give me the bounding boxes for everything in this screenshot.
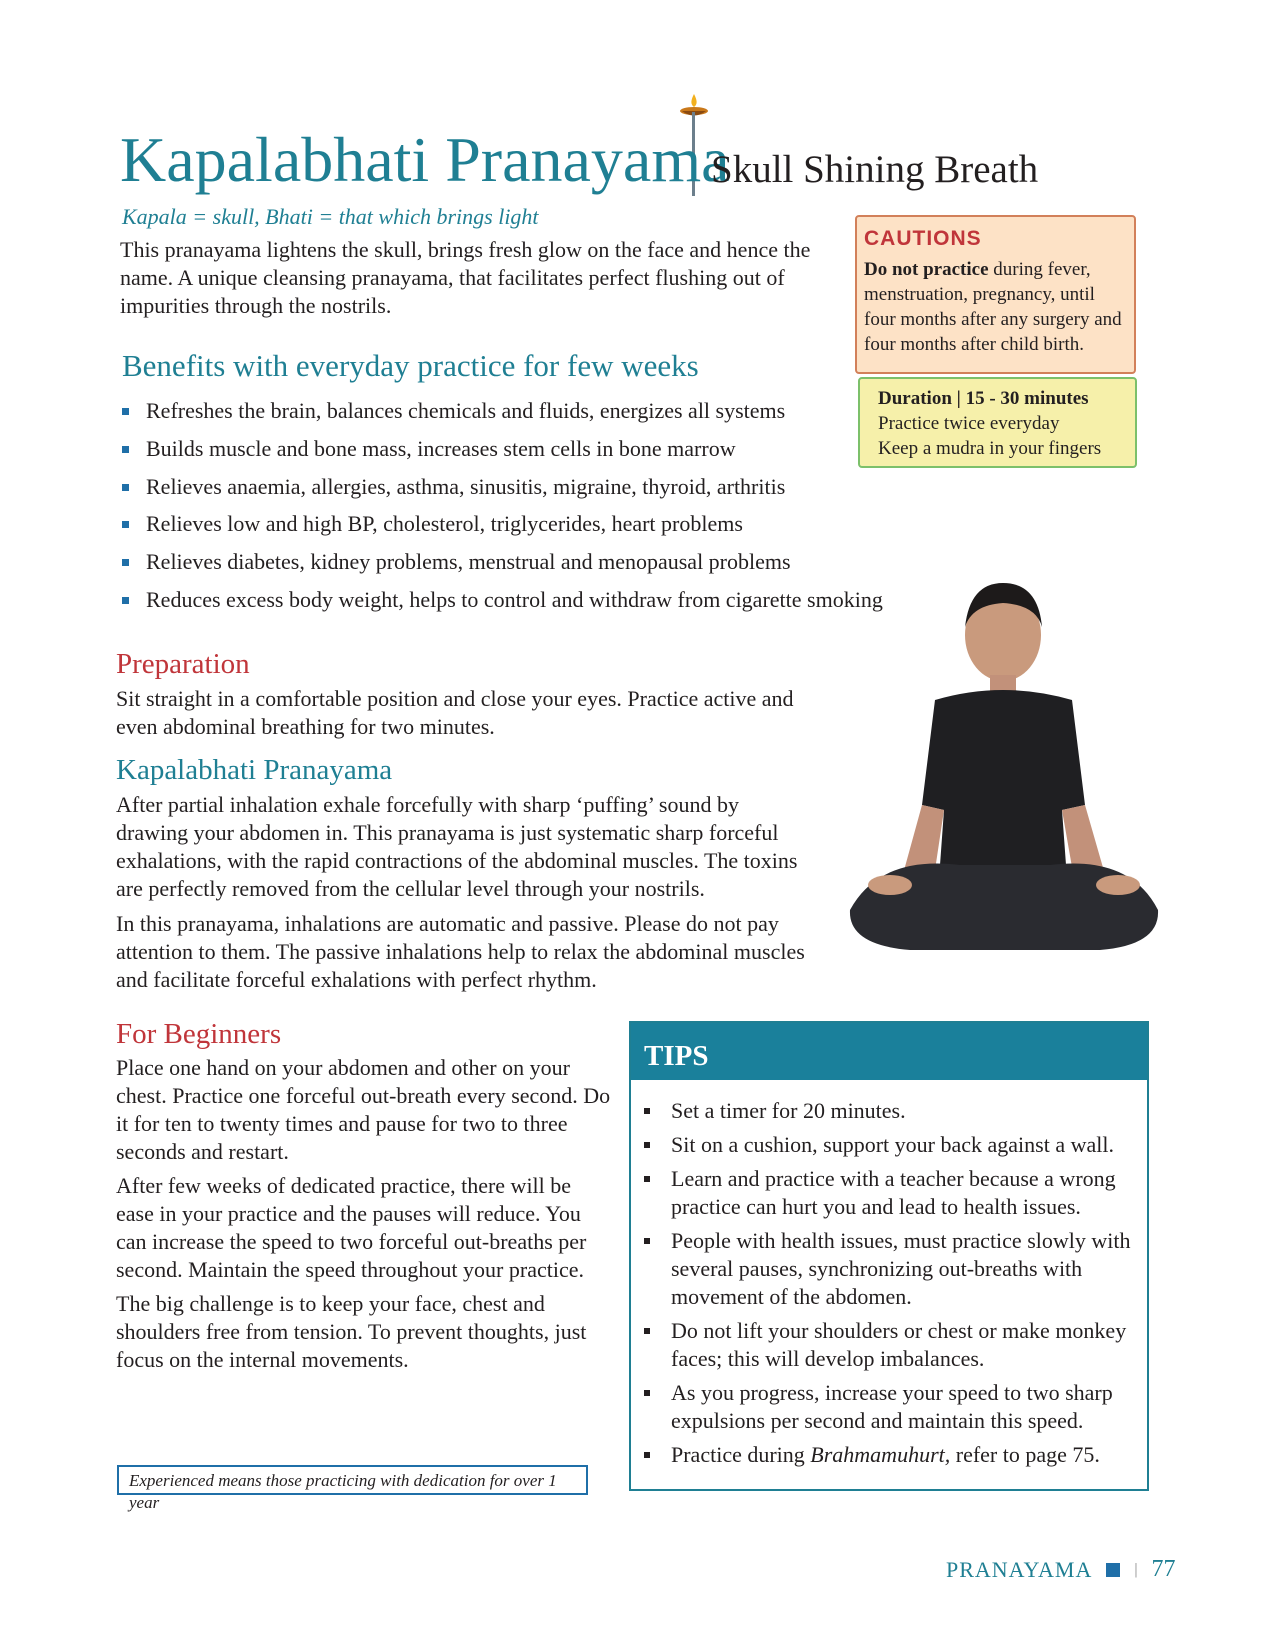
list-item: Relieves diabetes, kidney problems, menstrual and menopausal problems bbox=[122, 550, 922, 574]
beginners-paragraph: Place one hand on your abdomen and other on your chest. Practice one forceful out-breath every second. Do it for ten to twenty times and pause for two to three seconds and restart. bbox=[116, 1055, 611, 1164]
bullet-icon bbox=[644, 1142, 650, 1148]
experience-note: Experienced means those practicing with dedication for over 1 year bbox=[117, 1465, 588, 1495]
intro-paragraph: This pranayama lightens the skull, brings fresh glow on the face and hence the name. A unique cleansing pranayama, that facilitates perfect flushing out of impurities through the nostrils. bbox=[120, 237, 811, 318]
page-title: Kapalabhati Pranayama bbox=[120, 124, 730, 195]
kapalabhati-paragraph: In this pranayama, inhalations are automatic and passive. Please do not pay attention to them. The passive inhalations help to relax the abdominal muscles and facilitate forceful exhalations with perfect rhythm. bbox=[116, 911, 805, 992]
footer-square-icon bbox=[1106, 1563, 1120, 1577]
etymology: Kapala = skull, Bhati = that which brings light bbox=[122, 204, 539, 229]
bullet-icon bbox=[122, 597, 129, 604]
bullet-icon bbox=[644, 1390, 650, 1396]
bullet-icon bbox=[122, 559, 129, 566]
duration-heading: Duration | 15 - 30 minutes bbox=[878, 388, 1089, 409]
list-item: Sit on a cushion, support your back against a wall. bbox=[644, 1131, 1135, 1159]
list-item: People with health issues, must practice slowly with several pauses, synchronizing out-breaths with movement of the abdomen. bbox=[644, 1227, 1135, 1311]
list-item: As you progress, increase your speed to two sharp expulsions per second and maintain this speed. bbox=[644, 1379, 1135, 1435]
list-item: Do not lift your shoulders or chest or make monkey faces; this will develop imbalances. bbox=[644, 1317, 1135, 1373]
preparation-text: Sit straight in a comfortable position and close your eyes. Practice active and even abdominal breathing for two minutes. bbox=[116, 686, 794, 739]
tips-box bbox=[629, 1021, 1149, 1491]
kapalabhati-paragraph: After partial inhalation exhale forcefully with sharp ‘puffing’ sound by drawing your abdomen in. This pranayama is just systematic sharp forceful exhalations, with the rapid contractions of the abdominal muscles. The toxins are perfectly removed from the cellular level through your nostrils. bbox=[116, 792, 798, 901]
bullet-icon bbox=[644, 1452, 650, 1458]
list-item: Learn and practice with a teacher because a wrong practice can hurt you and lead to health issues. bbox=[644, 1165, 1135, 1221]
benefits-list bbox=[122, 399, 922, 626]
duration-box bbox=[858, 377, 1137, 468]
list-item: Reduces excess body weight, helps to control and withdraw from cigarette smoking bbox=[122, 588, 922, 612]
cautions-box bbox=[855, 215, 1136, 374]
duration-line: Keep a mudra in your fingers bbox=[878, 438, 1102, 459]
bullet-icon bbox=[644, 1238, 650, 1244]
list-item: Refreshes the brain, balances chemicals and fluids, energizes all systems bbox=[122, 399, 922, 423]
bullet-icon bbox=[644, 1328, 650, 1334]
page-number: 77 bbox=[1151, 1556, 1176, 1582]
list-item: Relieves low and high BP, cholesterol, triglycerides, heart problems bbox=[122, 512, 922, 536]
duration-line: Practice twice everyday bbox=[878, 413, 1060, 434]
beginners-section bbox=[116, 1054, 611, 1380]
beginners-paragraph: After few weeks of dedicated practice, there will be ease in your practice and the pauses will reduce. You can increase the speed to two forceful out-breaths per second. Maintain the speed throughout your practice. bbox=[116, 1173, 587, 1282]
kapalabhati-heading: Kapalabhati Pranayama bbox=[116, 754, 393, 786]
tips-heading: TIPS bbox=[631, 1023, 1147, 1080]
meditation-pose-photo bbox=[840, 565, 1167, 980]
beginners-paragraph: The big challenge is to keep your face, chest and shoulders free from tension. To prevent thoughts, just focus on the internal movements. bbox=[116, 1291, 587, 1372]
bullet-icon bbox=[644, 1176, 650, 1182]
list-item: Relieves anaemia, allergies, asthma, sinusitis, migraine, thyroid, arthritis bbox=[122, 475, 922, 499]
page-footer bbox=[946, 1556, 1176, 1583]
bullet-icon bbox=[122, 408, 129, 415]
beginners-heading: For Beginners bbox=[116, 1018, 282, 1050]
benefits-heading: Benefits with everyday practice for few weeks bbox=[122, 348, 699, 383]
section-name: PRANAYAMA bbox=[946, 1556, 1093, 1582]
list-item: Practice during Brahmamuhurt, refer to page 75. bbox=[644, 1441, 1135, 1469]
bullet-icon bbox=[122, 446, 129, 453]
bullet-icon bbox=[644, 1108, 650, 1114]
preparation-heading: Preparation bbox=[116, 648, 250, 680]
cautions-heading: CAUTIONS bbox=[864, 227, 982, 250]
bullet-icon bbox=[122, 521, 129, 528]
page-subtitle: Skull Shining Breath bbox=[711, 148, 1039, 191]
list-item: Set a timer for 20 minutes. bbox=[644, 1097, 1135, 1125]
cautions-text: Do not practice during fever, menstruation, pregnancy, until four months after any surgery and four months after child birth. bbox=[864, 259, 1122, 355]
bullet-icon bbox=[122, 484, 129, 491]
footer-divider: | bbox=[1134, 1560, 1138, 1578]
list-item: Builds muscle and bone mass, increases stem cells in bone marrow bbox=[122, 437, 922, 461]
